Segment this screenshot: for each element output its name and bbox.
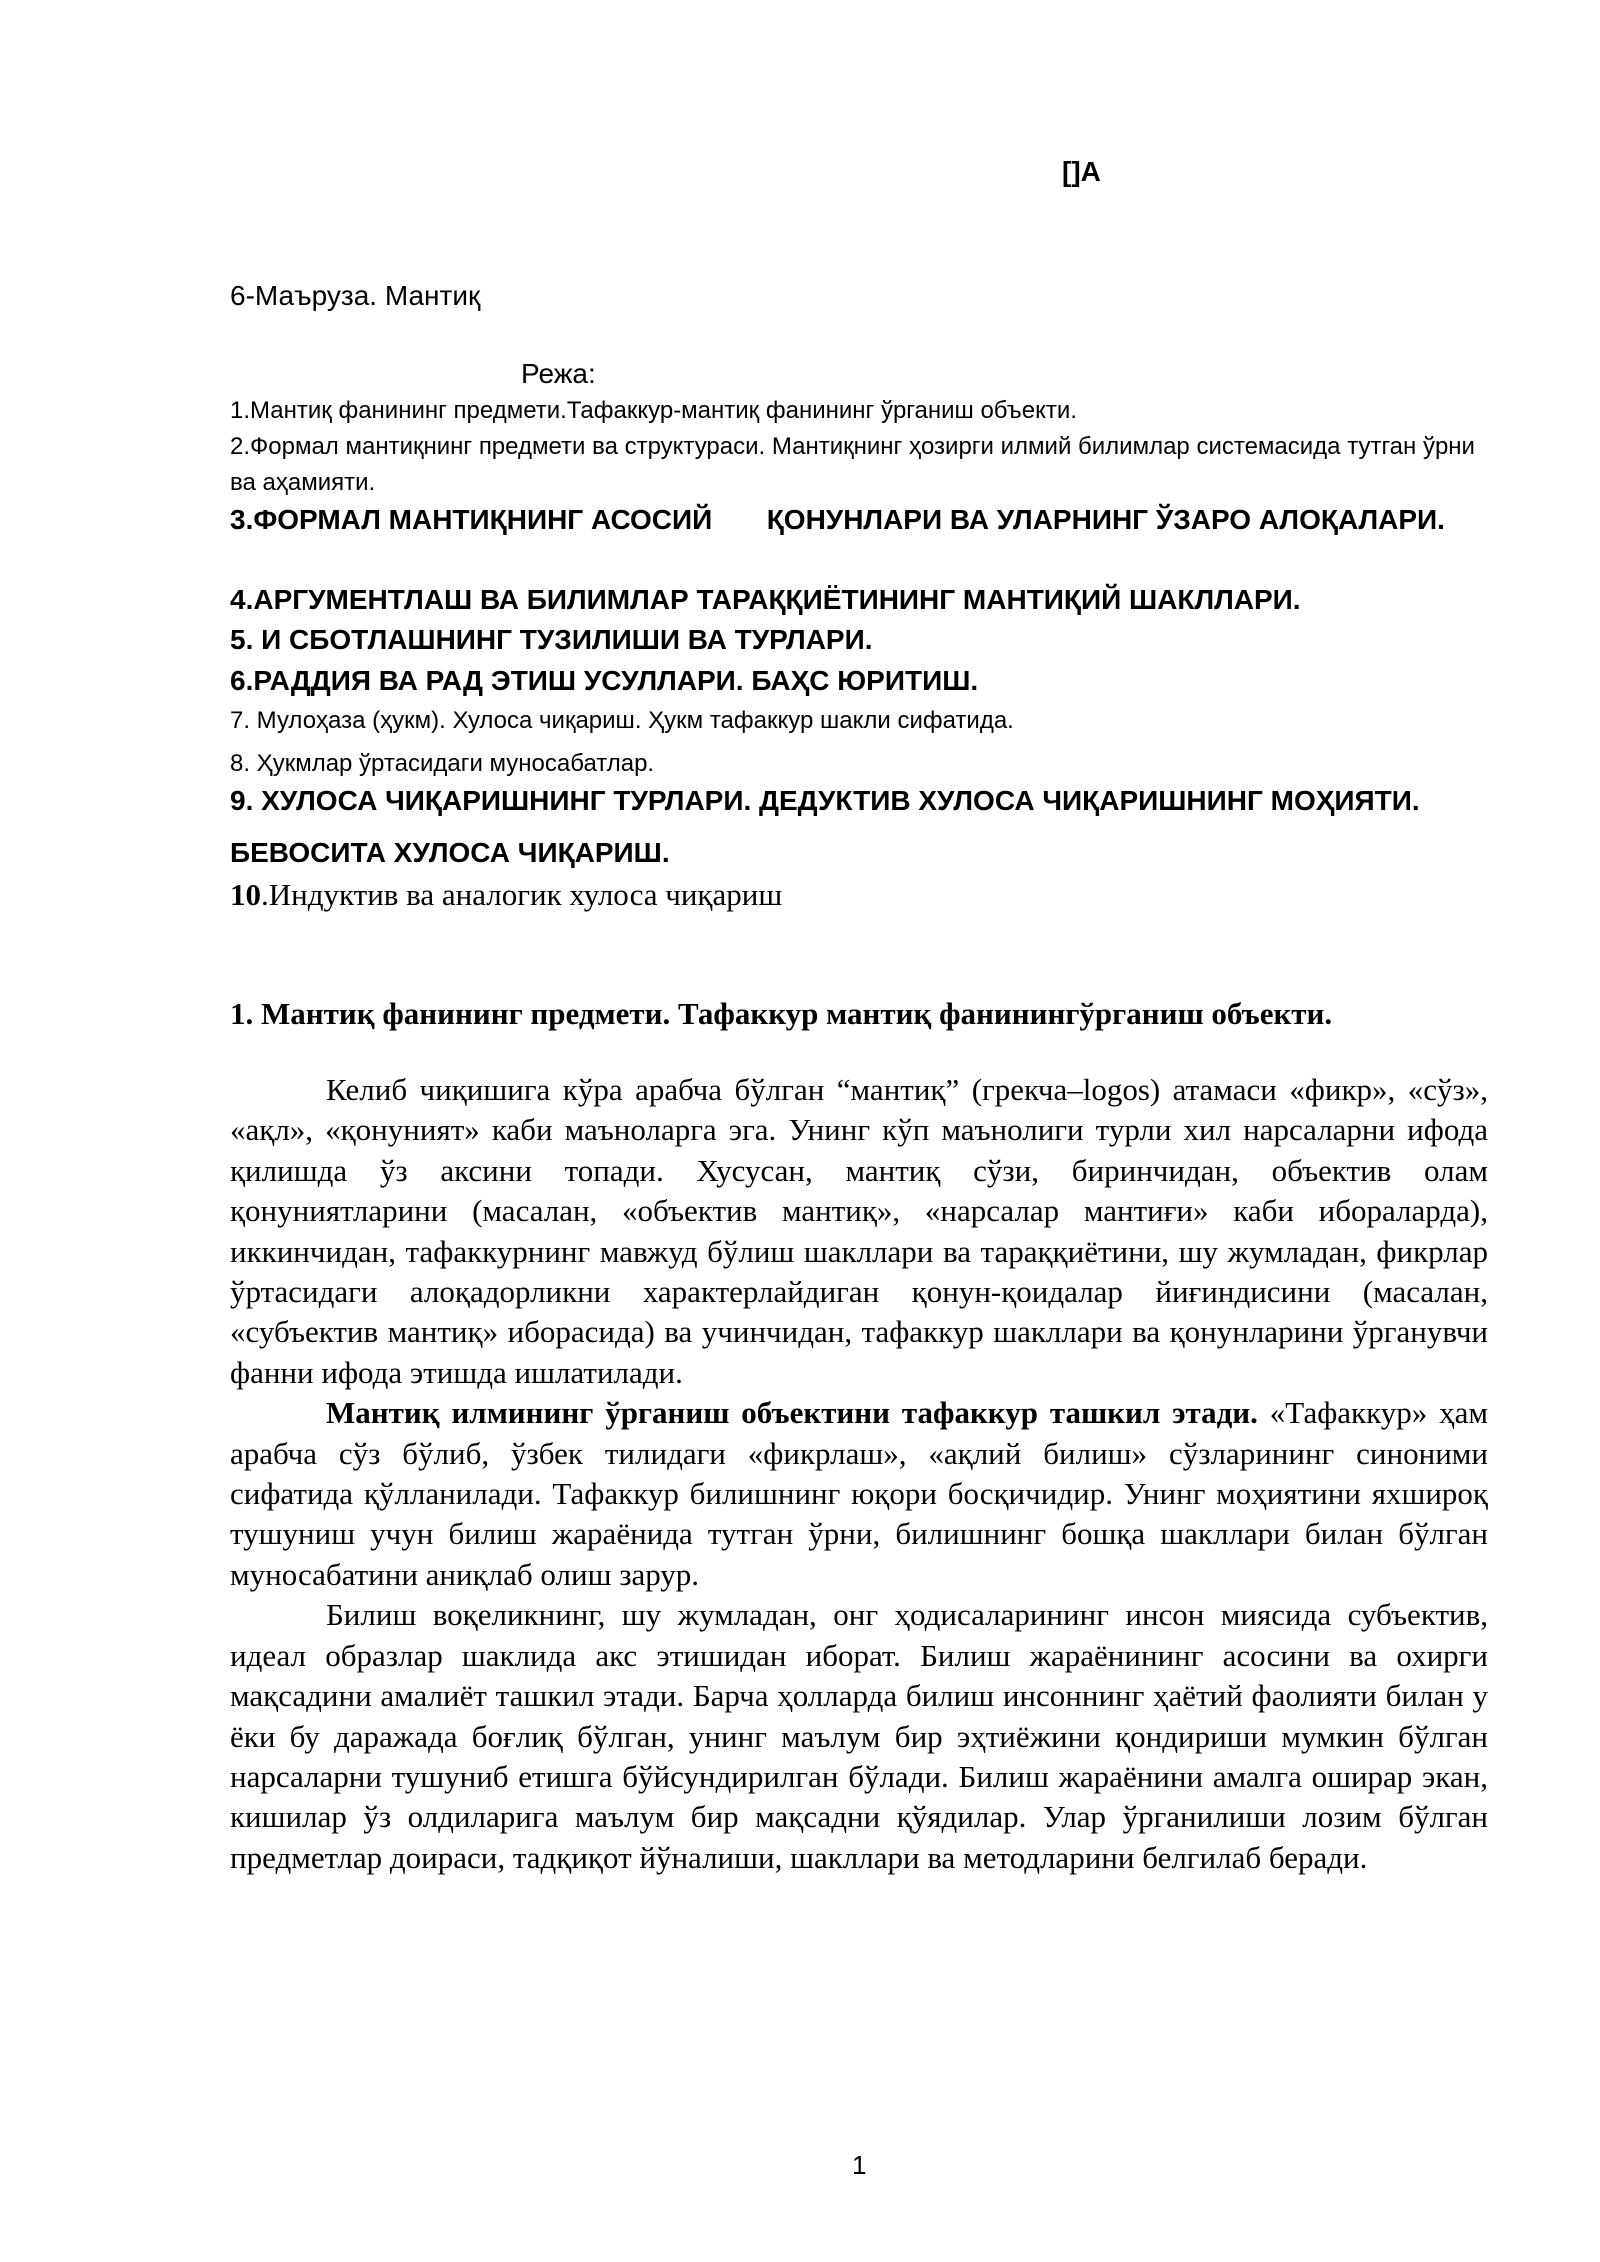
plan-item-10-text: .Индуктив ва аналогик хулоса чиқариш [261, 877, 783, 912]
plan-item-1: 1.Мантиқ фанининг предмети.Тафаккур-мантиқ фанининг ўрганиш объекти. [230, 397, 1077, 424]
plan-item-5: 5. И СБОТЛАШНИНГ ТУЗИЛИШИ ВА ТУРЛАРИ. [230, 624, 873, 655]
plan-item-6: 6.РАДДИЯ ВА РАД ЭТИШ УСУЛЛАРИ. БАҲС ЮРИТИШ. [230, 665, 979, 696]
page-number: 1 [852, 2150, 867, 2180]
paragraph-2-bold-lead: Мантиқ илмининг ўрганиш объектини тафаккур ташкил этади. [326, 1395, 1258, 1431]
header-mark: []А [1062, 156, 1101, 187]
plan-item-10-number: 10 [230, 877, 261, 912]
plan-item-8: 8. Ҳукмлар ўртасидаги муносабатлар. [230, 750, 655, 777]
section-heading: 1. Мантиқ фанининг предмети. Тафаккур мантиқ фанинингўрганиш объекти. [230, 996, 1333, 1031]
paragraph-2-text: «Тафаккур» ҳам арабча сўз бўлиб, ўзбек тилидаги «фикрлаш», «ақлий билиш» сўзларининг синоними сифатида қўлланилади. Тафаккур билишнинг юқори босқичидир. Унинг моҳиятини яхшироқ тушуниш учун билиш жараёнида тутган ўрни, билишнинг бошқа шакллари билан бўлган муносабатини аниқлаб олиш зарур. [230, 1395, 1488, 1592]
plan-item-10 [230, 875, 1490, 915]
plan-item-7: 7. Мулоҳаза (ҳукм). Хулоса чиқариш. Ҳукм тафаккур шакли сифатида. [230, 707, 1014, 734]
plan-item-4: 4.АРГУМЕНТЛАШ ВА БИЛИМЛАР ТАРАҚҚИЁТИНИНГ МАНТИҚИЙ ШАКЛЛАРИ. [230, 584, 1301, 615]
paragraph-3: Билиш воқеликнинг, шу жумладан, онг ҳодисаларининг инсон миясида субъектив, идеал образлар шаклида акс этишидан иборат. Билиш жараёнининг асосини ва охирги мақсадини амалиёт ташкил этади. Барча ҳолларда билиш инсоннинг ҳаётий фаолияти билан у ёки бу даражада боғлиқ бўлган, унинг маълум бир эҳтиёжини қондириши мумкин бўлган нарсаларни тушуниб етишга бўйсундирилган бўлади. Билиш жараёнини амалга оширар экан, кишилар ўз олдиларига маълум бир мақсадни қўядилар. Улар ўрганилиши лозим бўлган предметлар доираси, тадқиқот йўналиши, шакллари ва методларини белгилаб беради. [230, 1597, 1488, 1875]
paragraph-2 [230, 1393, 1488, 1595]
body-text [230, 1070, 1488, 1878]
lecture-title: 6-Маъруза. Мантиқ [230, 280, 481, 311]
plan-item-2: 2.Формал мантиқнинг предмети ва структураси. Мантиқнинг ҳозирги илмий билимлар системасида тутган ўрни ва аҳамияти. [230, 433, 1475, 496]
plan-item-9: 9. ХУЛОСА ЧИҚАРИШНИНГ ТУРЛАРИ. ДЕДУКТИВ ХУЛОСА ЧИҚАРИШНИНГ МОҲИЯТИ. БЕВОСИТА ХУЛОСА ЧИҚАРИШ. [230, 785, 1420, 868]
plan-heading: Режа: [521, 358, 596, 389]
plan-item-3: 3.ФОРМАЛ МАНТИҚНИНГ АСОСИЙ ҚОНУНЛАРИ ВА УЛАРНИНГ ЎЗАРО АЛОҚАЛАРИ. [230, 504, 1445, 535]
paragraph-1: Келиб чиқишига кўра арабча бўлган “мантиқ” (грекча–logos) атамаси «фикр», «сўз», «ақл», «қонуният» каби маъноларга эга. Унинг кўп маънолиги турли хил нарсаларни ифода қилишда ўз аксини топади. Хусусан, мантиқ сўзи, биринчидан, объектив олам қонуниятларини (масалан, «объектив мантиқ», «нарсалар мантиғи» каби ибораларда), иккинчидан, тафаккурнинг мавжуд бўлиш шакллари ва тараққиётини, шу жумладан, фикрлар ўртасидаги алоқадорликни характерлайдиган қонун-қоидалар йиғиндисини (масалан, «субъектив мантиқ» иборасида) ва учинчидан, тафаккур шакллари ва қонунларини ўрганувчи фанни ифода этишда ишлатилади. [230, 1072, 1488, 1390]
